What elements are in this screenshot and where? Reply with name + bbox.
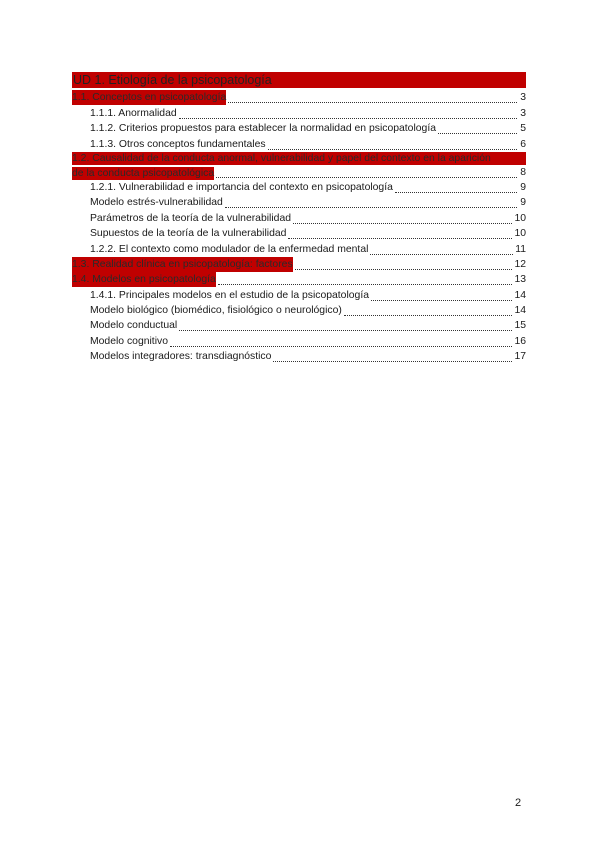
toc-entry-label: 1.3. Realidad clínica en psicopatología: factores (72, 258, 293, 270)
page-number: 2 (515, 797, 522, 809)
toc-entry-label: 1.1.3. Otros conceptos fundamentales (90, 138, 266, 150)
toc-entry-1-4-1-conductual[interactable] (72, 318, 526, 333)
toc-entry-1-1-1[interactable] (72, 105, 526, 120)
toc-entry-1-4-1-integradores[interactable] (72, 349, 526, 364)
toc-entry-line2-row (72, 165, 526, 180)
toc-entry-page: 12 (514, 258, 526, 270)
toc-entry-1-4-1[interactable] (72, 287, 526, 302)
toc-entry-page: 3 (520, 92, 526, 104)
table-of-contents (72, 72, 526, 364)
toc-entry-label: 1.2.1. Vulnerabilidad e importancia del contexto en psicopatología (90, 181, 393, 193)
toc-entry-page: 15 (514, 320, 526, 332)
toc-entry-label: 1.1. Conceptos en psicopatología (72, 92, 227, 104)
toc-leader-dots (371, 289, 512, 301)
toc-entry-page: 11 (515, 243, 526, 255)
toc-entry-label: Modelo estrés-vulnerabilidad (90, 197, 223, 209)
toc-entry-label: 1.4. Modelos en psicopatología (72, 274, 216, 286)
toc-leader-dots (370, 243, 513, 255)
toc-entry-page: 10 (514, 212, 526, 224)
toc-entry-1-4-1-biologico[interactable] (72, 303, 526, 318)
toc-entry-label: Supuestos de la teoría de la vulnerabilidad (90, 228, 287, 240)
toc-entry-page: 10 (514, 228, 526, 240)
toc-leader-dots (225, 196, 517, 208)
toc-entry-label-line1: 1.2. Causalidad de la conducta anormal, vulnerabilidad y papel del contexto en la aparición (72, 152, 526, 165)
toc-entry-1-1[interactable] (72, 90, 526, 105)
toc-entry-label: 1.4.1. Principales modelos en el estudio de la psicopatología (90, 289, 369, 301)
toc-entry-1-4-1-cognitivo[interactable] (72, 333, 526, 348)
toc-entry-page: 5 (520, 123, 526, 135)
toc-leader-dots (216, 166, 517, 178)
toc-entry-page: 9 (520, 197, 526, 209)
toc-entry-page: 13 (514, 274, 526, 286)
toc-entry-label: Modelos integradores: transdiagnóstico (90, 351, 272, 363)
toc-leader-dots (170, 335, 512, 347)
toc-entry-1-1-2[interactable] (72, 121, 526, 136)
toc-entry-1-2[interactable] (72, 152, 526, 180)
toc-entry-1-2-1-supuestos[interactable] (72, 226, 526, 241)
toc-entry-label: 1.1.2. Criterios propuestos para establecer la normalidad en psicopatología (90, 123, 436, 135)
toc-entry-1-2-1[interactable] (72, 180, 526, 195)
toc-leader-dots (179, 107, 517, 119)
toc-entry-label: 1.1.1. Anormalidad (90, 107, 177, 119)
toc-leader-dots (293, 212, 512, 224)
toc-leader-dots (179, 319, 512, 331)
toc-entry-1-2-1-modelo-estres[interactable] (72, 195, 526, 210)
toc-entry-label: Modelo cognitivo (90, 335, 168, 347)
toc-entry-label: 1.2.2. El contexto como modulador de la enfermedad mental (90, 243, 369, 255)
toc-unit-title[interactable]: UD 1. Etiología de la psicopatología (72, 72, 526, 88)
toc-entry-1-2-1-parametros[interactable] (72, 210, 526, 225)
toc-entry-1-4[interactable] (72, 272, 526, 287)
toc-entry-page: 9 (520, 181, 526, 193)
toc-entry-page: 8 (520, 166, 526, 178)
toc-leader-dots (395, 181, 517, 193)
toc-leader-dots (273, 350, 512, 362)
toc-entry-label-line2: de la conducta psicopatológica (72, 167, 215, 179)
toc-leader-dots (288, 227, 512, 239)
toc-entry-label-block (72, 152, 526, 180)
toc-entry-1-2-2[interactable] (72, 241, 526, 256)
toc-entry-page: 14 (514, 289, 526, 301)
toc-leader-dots (438, 122, 517, 134)
toc-leader-dots (218, 273, 513, 285)
toc-leader-dots (295, 258, 513, 270)
toc-entry-1-3[interactable] (72, 257, 526, 272)
toc-entry-label: Modelo conductual (90, 320, 178, 332)
toc-leader-dots (344, 304, 513, 316)
toc-entry-label: Modelo biológico (biomédico, fisiológico o neurológico) (90, 305, 342, 317)
toc-entry-page: 3 (520, 107, 526, 119)
toc-entry-page: 17 (514, 351, 526, 363)
toc-entry-page: 6 (520, 138, 526, 150)
toc-leader-dots (268, 138, 517, 150)
toc-leader-dots (228, 91, 517, 103)
toc-entry-label: Parámetros de la teoría de la vulnerabilidad (90, 212, 292, 224)
toc-entry-page: 16 (514, 335, 526, 347)
toc-entry-page: 14 (514, 305, 526, 317)
toc-entry-1-1-3[interactable] (72, 136, 526, 151)
